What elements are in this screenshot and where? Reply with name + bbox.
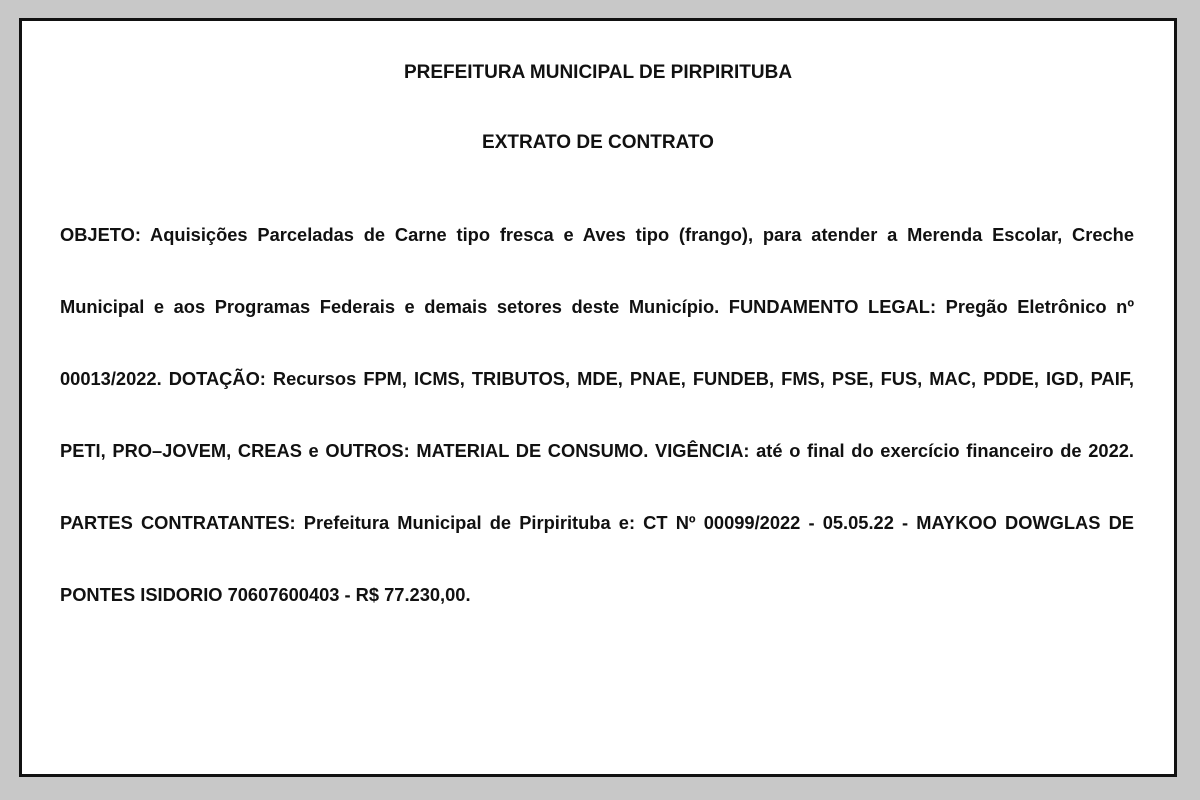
document-frame: [19, 18, 1177, 777]
document-title: PREFEITURA MUNICIPAL DE PIRPIRITUBA: [403, 62, 793, 83]
contract-extract-body: OBJETO: Aquisições Parceladas de Carne tipo fresca e Aves tipo (frango), para atender a Merenda Escolar, Creche Municipal e aos Programas Federais e demais setores deste Município. FUNDAMENTO LEGAL: Pregão Eletrônico nº 00013/2022. DOTAÇÃO: Recursos FPM, ICMS, TRIBUTOS, MDE, PNAE, FUNDEB, FMS, PSE, FUS, MAC, PDDE, IGD, PAIF, PETI, PRO–JOVEM, CREAS e OUTROS: MATERIAL DE CONSUMO. VIGÊNCIA: até o final do exercício financeiro de 2022. PARTES CONTRATANTES: Prefeitura Municipal de Pirpirituba e: CT Nº 00099/2022 - 05.05.22 - MAYKOO DOWGLAS DE PONTES ISIDORIO 70607600403 - R$ 77.230,00.: [60, 224, 1134, 605]
document-subtitle: EXTRATO DE CONTRATO: [482, 132, 714, 153]
